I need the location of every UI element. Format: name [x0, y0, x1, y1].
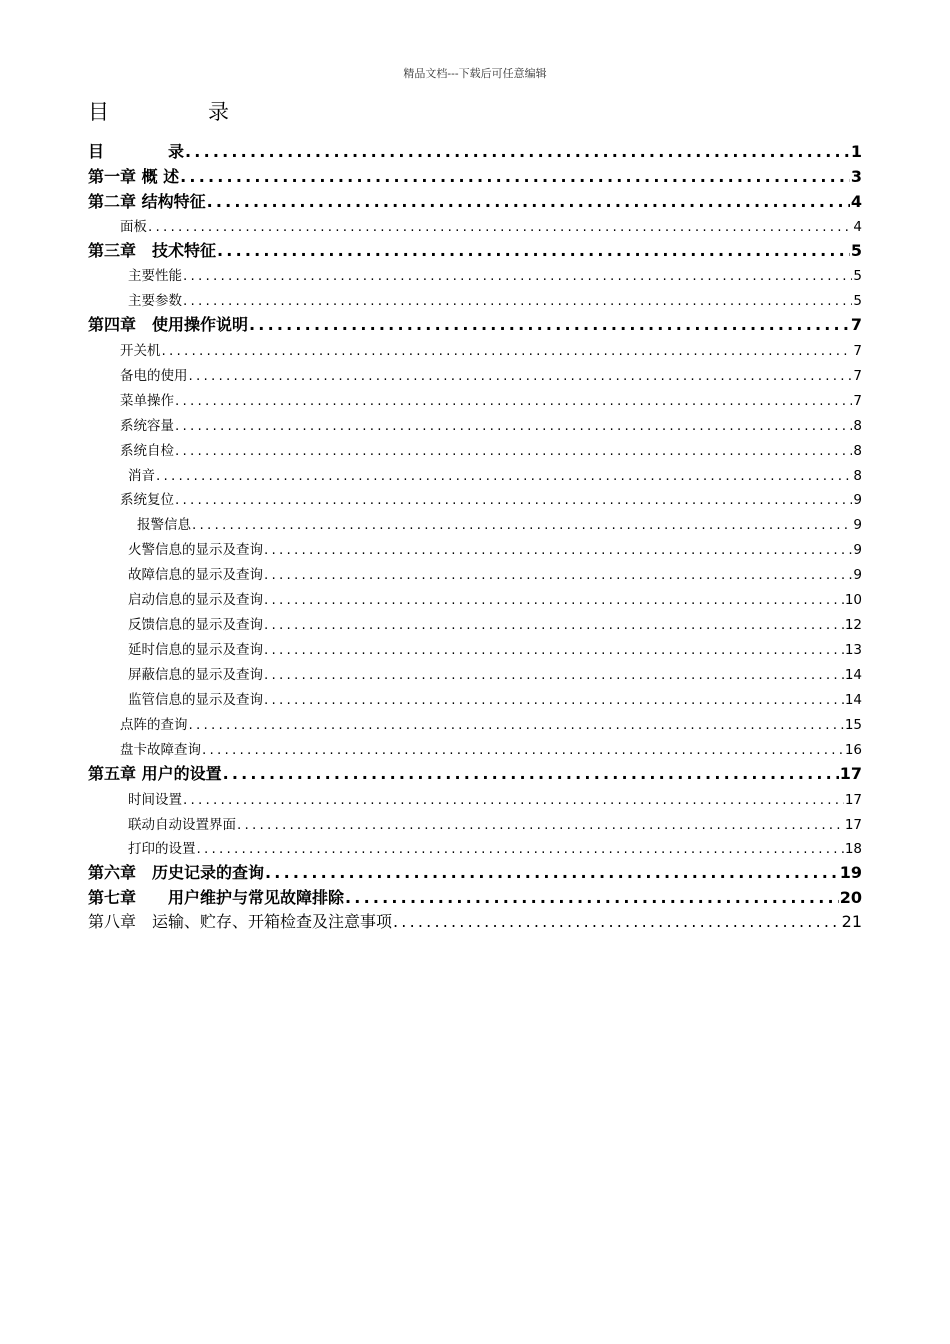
toc-entry-page: 4: [853, 219, 862, 235]
toc-entry-page: 17: [844, 792, 862, 808]
toc-entry[interactable]: [120, 366, 862, 386]
toc-leader: [207, 191, 850, 213]
toc-entry-label: 第六章 历史记录的查询: [88, 863, 265, 882]
toc-leader: [249, 314, 850, 336]
toc-entry[interactable]: [128, 565, 862, 585]
toc-entry[interactable]: [128, 291, 862, 311]
toc-entry[interactable]: [128, 690, 862, 710]
toc-leader: [264, 615, 844, 635]
toc-leader: [264, 565, 852, 585]
toc-entry[interactable]: [88, 763, 862, 785]
toc-entry[interactable]: [88, 240, 862, 262]
toc-entry-page: 9: [853, 517, 862, 533]
toc-entry-label: 面板: [120, 219, 147, 235]
toc-leader: [393, 911, 841, 933]
toc-entry[interactable]: [120, 341, 862, 361]
toc-entry-page: 12: [844, 617, 862, 633]
toc-entry-page: 10: [844, 592, 862, 608]
toc-entry-page: 9: [853, 492, 862, 508]
toc-entry-page: 4: [850, 192, 862, 211]
toc-entry-page: 7: [853, 393, 862, 409]
toc-leader: [175, 416, 852, 436]
toc-entry-label: 第五章 用户的设置: [88, 764, 222, 783]
toc-entry-label: 第八章 运输、贮存、开箱检查及注意事项: [88, 912, 393, 931]
toc-entry[interactable]: [137, 515, 862, 535]
toc-entry-page: 14: [844, 667, 862, 683]
toc-leader: [264, 665, 844, 685]
toc-entry-label: 启动信息的显示及查询: [128, 592, 263, 608]
toc-entry-page: 9: [853, 542, 862, 558]
toc-entry-page: 7: [853, 368, 862, 384]
toc-leader: [189, 366, 853, 386]
toc-entry[interactable]: [88, 166, 862, 188]
toc-entry-label: 备电的使用: [120, 368, 188, 384]
toc-leader: [180, 166, 850, 188]
toc-entry-label: 主要性能: [128, 268, 182, 284]
toc-leader: [264, 640, 844, 660]
toc-leader: [148, 217, 852, 237]
toc-entry-label: 系统自检: [120, 443, 174, 459]
toc-entry-label: 屏蔽信息的显示及查询: [128, 667, 263, 683]
toc-entry-label: 点阵的查询: [120, 717, 188, 733]
toc-leader: [223, 763, 839, 785]
toc-entry-label: 联动自动设置界面: [128, 817, 236, 833]
toc-entry[interactable]: [88, 191, 862, 213]
toc-entry-label: 报警信息: [137, 517, 191, 533]
toc-entry[interactable]: [128, 590, 862, 610]
document-title: [88, 98, 388, 126]
toc-entry-page: 19: [839, 863, 862, 882]
toc-entry[interactable]: [128, 466, 862, 486]
toc-entry[interactable]: [128, 266, 862, 286]
toc-entry[interactable]: [88, 314, 862, 336]
toc-entry-page: 14: [844, 692, 862, 708]
toc-leader: [183, 291, 852, 311]
toc-entry-page: 5: [850, 241, 862, 260]
toc-leader: [264, 590, 844, 610]
toc-leader: [265, 862, 839, 884]
toc-leader: [183, 266, 852, 286]
title-part-1: 目: [88, 100, 109, 124]
toc-entry-page: 8: [853, 468, 862, 484]
toc-entry-page: 8: [853, 418, 862, 434]
toc-entry-label: 延时信息的显示及查询: [128, 642, 263, 658]
toc-entry[interactable]: [128, 839, 862, 859]
toc-entry-page: 21: [841, 912, 862, 931]
toc-entry-page: 17: [844, 817, 862, 833]
toc-entry[interactable]: [88, 887, 862, 909]
toc-leader: [162, 341, 853, 361]
toc-entry-label: 第二章 结构特征: [88, 192, 206, 211]
toc-leader: [189, 715, 844, 735]
toc-leader: [264, 690, 844, 710]
toc-leader: [217, 240, 850, 262]
toc-entry-page: 15: [844, 717, 862, 733]
toc-entry-page: 7: [853, 343, 862, 359]
toc-entry[interactable]: [88, 141, 862, 163]
toc-entry[interactable]: [120, 441, 862, 461]
toc-entry[interactable]: [120, 490, 862, 510]
toc-entry-page: 18: [844, 841, 862, 857]
toc-entry[interactable]: [128, 540, 862, 560]
toc-leader: [264, 540, 852, 560]
toc-entry-page: 13: [844, 642, 862, 658]
toc-entry[interactable]: [128, 665, 862, 685]
toc-entry-label: 开关机: [120, 343, 161, 359]
toc-entry-label: 菜单操作: [120, 393, 174, 409]
toc-entry-label: 目 录: [88, 142, 185, 161]
toc-entry-page: 5: [853, 293, 862, 309]
toc-entry[interactable]: [120, 715, 862, 735]
toc-entry-label: 反馈信息的显示及查询: [128, 617, 263, 633]
toc-entry-label: 第一章 概 述: [88, 167, 180, 186]
toc-entry-label: 时间设置: [128, 792, 182, 808]
toc-entry[interactable]: [128, 815, 862, 835]
toc-entry[interactable]: [128, 640, 862, 660]
toc-leader: [185, 141, 850, 163]
toc-leader: [202, 740, 844, 760]
toc-entry-page: 5: [853, 268, 862, 284]
toc-entry-label: 系统复位: [120, 492, 174, 508]
toc-leader: [175, 490, 852, 510]
toc-leader: [192, 515, 852, 535]
toc-entry-label: 第七章 用户维护与常见故障排除: [88, 888, 345, 907]
toc-entry-label: 系统容量: [120, 418, 174, 434]
toc-entry-page: 20: [839, 888, 862, 907]
toc-entry-page: 7: [850, 315, 862, 334]
toc-entry-label: 盘卡故障查询: [120, 742, 201, 758]
toc-entry-label: 火警信息的显示及查询: [128, 542, 263, 558]
toc-entry[interactable]: [120, 391, 862, 411]
toc-entry-page: 9: [853, 567, 862, 583]
toc-entry-label: 第三章 技术特征: [88, 241, 217, 260]
title-part-2: 录: [208, 100, 229, 124]
toc-entry-label: 监管信息的显示及查询: [128, 692, 263, 708]
toc-leader: [175, 441, 852, 461]
toc-entry-page: 8: [853, 443, 862, 459]
toc-entry-page: 3: [850, 167, 862, 186]
toc-entry[interactable]: [88, 862, 862, 884]
toc-entry-page: 17: [839, 764, 862, 783]
toc-entry-label: 第四章 使用操作说明: [88, 315, 249, 334]
toc-leader: [237, 815, 844, 835]
toc-entry[interactable]: [128, 615, 862, 635]
toc-leader: [183, 790, 844, 810]
toc-entry-label: 故障信息的显示及查询: [128, 567, 263, 583]
toc-entry[interactable]: [120, 217, 862, 237]
toc-entry-page: 1: [850, 142, 862, 161]
toc-entry[interactable]: [88, 911, 862, 933]
toc-entry-label: 消音: [128, 468, 155, 484]
toc-entry-label: 主要参数: [128, 293, 182, 309]
page-header: 精品文档---下载后可任意编辑: [403, 67, 547, 80]
toc-leader: [175, 391, 852, 411]
toc-entry[interactable]: [120, 740, 862, 760]
toc-leader: [156, 466, 852, 486]
toc-leader: [197, 839, 844, 859]
toc-leader: [345, 887, 839, 909]
toc-entry[interactable]: [128, 790, 862, 810]
toc-entry-label: 打印的设置: [128, 841, 196, 857]
toc-entry[interactable]: [120, 416, 862, 436]
toc-entry-page: 16: [844, 742, 862, 758]
